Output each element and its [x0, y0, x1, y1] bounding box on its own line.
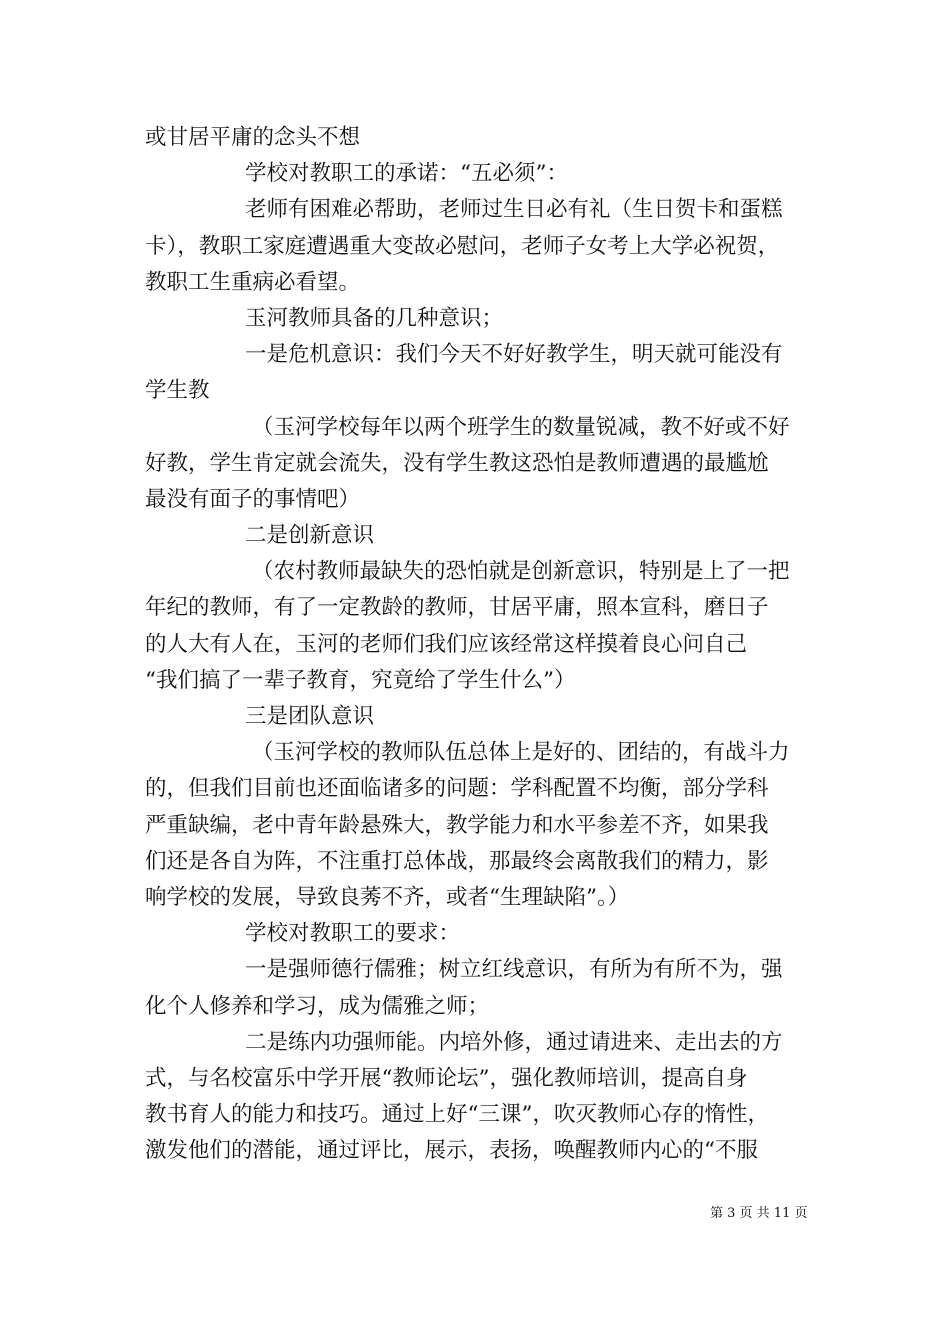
text-line: “我们搞了一辈子教育，究竟给了学生什么”） [145, 667, 576, 693]
text-line: （玉河学校每年以两个班学生的数量锐减，教不好或不好 [252, 414, 790, 440]
text-line: （农村教师最缺失的恐怕就是创新意识，特别是上了一把 [252, 559, 790, 585]
document-body [145, 120, 825, 1169]
text-line: 学校对教职工的承诺：“五必须”： [245, 161, 568, 187]
text-line: 二是练内功强师能。内培外修，通过请进来、走出去的方 [245, 1029, 783, 1055]
text-line: 一是强师德行儒雅；树立红线意识，有所为有所不为，强 [245, 957, 783, 983]
text-line: 响学校的发展，导致良莠不齐，或者“生理缺陷”。） [145, 884, 630, 910]
text-line: 们还是各自为阵，不注重打总体战，那最终会离散我们的精力，影 [145, 848, 769, 874]
text-line: 的，但我们目前也还面临诸多的问题：学科配置不均衡，部分学科 [145, 776, 769, 802]
text-line: 玉河教师具备的几种意识； [245, 305, 504, 331]
text-line: （玉河学校的教师队伍总体上是好的、团结的，有战斗力 [252, 740, 790, 766]
text-line: 学校对教职工的要求： [245, 921, 461, 947]
text-line: 学生教 [145, 378, 210, 404]
text-line: 的人大有人在，玉河的老师们我们应该经常这样摸着良心问自己 [145, 631, 748, 657]
text-line: 激发他们的潜能，通过评比，展示，表扬，唤醒教师内心的“不服 [145, 1138, 758, 1164]
text-line: 最没有面子的事情吧） [145, 486, 361, 512]
text-line: 或甘居平庸的念头不想 [145, 125, 361, 150]
text-line: 老师有困难必帮助，老师过生日必有礼（生日贺卡和蛋糕 [245, 197, 783, 223]
text-line: 化个人修养和学习，成为儒雅之师； [145, 993, 490, 1019]
text-line: 三是团队意识 [245, 704, 375, 729]
text-line: 卡），教职工家庭遭遇重大变故必慰问，老师子女考上大学必祝贺， [145, 233, 780, 259]
text-line: 严重缺编，老中青年龄悬殊大，教学能力和水平参差不齐，如果我 [145, 812, 769, 838]
text-line: 一是危机意识：我们今天不好好教学生，明天就可能没有 [245, 342, 783, 368]
text-line: 教书育人的能力和技巧。通过上好“三课”，吹灭教师心存的惰性， [145, 1102, 769, 1128]
text-line: 教职工生重病必看望。 [145, 269, 361, 295]
text-line: 二是创新意识 [245, 523, 375, 549]
text-line: 年纪的教师，有了一定教龄的教师，甘居平庸，照本宣科，磨日子 [145, 595, 769, 621]
text-line: 式，与名校富乐中学开展“教师论坛”，强化教师培训，提高自身 [145, 1065, 748, 1091]
text-line: 好教，学生肯定就会流失，没有学生教这恐怕是教师遭遇的最尴尬 [145, 450, 769, 476]
page-number-footer: 第 3 页 共 11 页 [710, 1206, 808, 1221]
